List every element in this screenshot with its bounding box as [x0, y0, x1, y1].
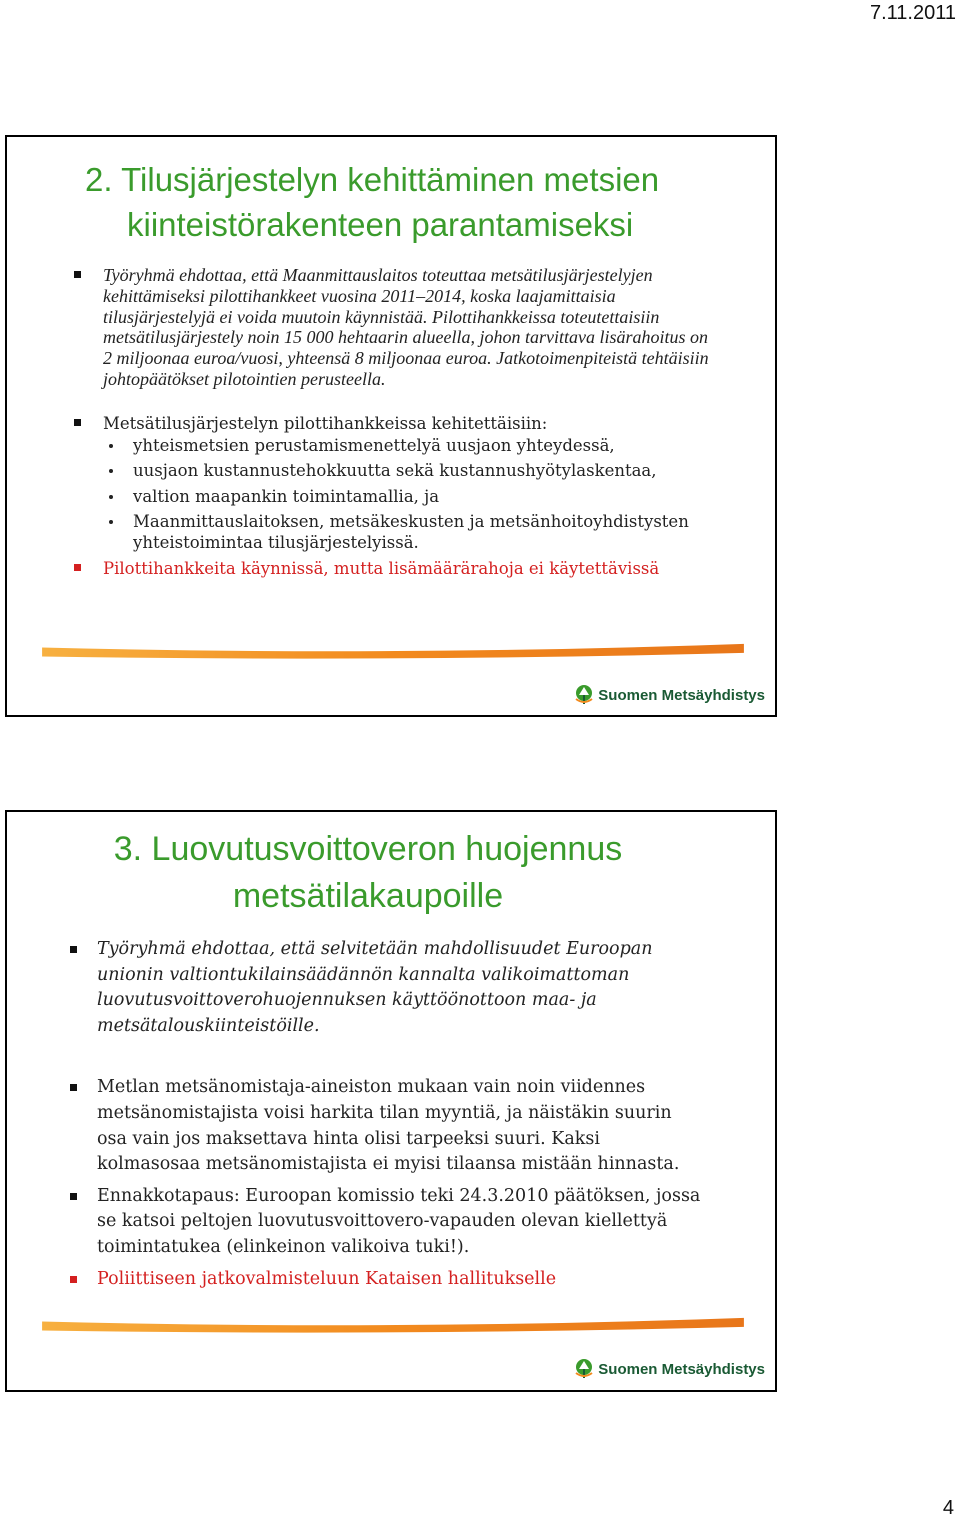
sub-bullet-item [99, 487, 719, 508]
bullet-text: Työryhmä ehdottaa, että Maanmittauslaitos toteuttaa metsätilusjärjestelyjen kehittämiseksi pilottihankkeet vuosina 2011–2014, koska laajamittaisia tilusjärjestelyjä ei voida muutoin käynnistää. Pilottihankkeissa toteutettaisiin metsätilusjärjestely noin 15 000 hehtaarin alueella, johon tarvittava lisärahoitus on 2 miljoonaa euroa/vuosi, yhteensä 8 miljoonaa euroa. Jatkotoimenpiteistä tehtäisiin johtopäätökset pilotointien perusteella. [103, 265, 709, 389]
sub-bullet-text: yhteismetsien perustamismenettelyä uusjaon yhteydessä, [133, 435, 615, 455]
slide-title [7, 826, 777, 920]
bullet-item [7, 413, 775, 554]
dot-bullet-icon [109, 444, 113, 448]
sub-bullet-text: valtion maapankin toimintamallia, ja [133, 486, 440, 506]
bullet-text: Pilottihankkeita käynnissä, mutta lisämäärärahoja ei käytettävissä [103, 559, 660, 579]
slide-tilusjarjestely [5, 135, 777, 717]
tree-logo-icon [574, 1358, 594, 1380]
square-bullet-icon [74, 419, 81, 426]
tree-logo-icon [574, 684, 594, 706]
bullet-item [7, 1075, 775, 1177]
bullet-list [7, 265, 775, 579]
sub-bullet-text: Maanmittauslaitoksen, metsäkeskusten ja metsänhoitoyhdistysten yhteistoimintaa tilusjärjestelyissä. [133, 512, 689, 552]
bullet-text: Metsätilusjärjestelyn pilottihankkeissa kehitettäisiin: [103, 413, 548, 433]
slide-title-line2: kiinteistörakenteen parantamiseksi [127, 206, 634, 243]
sub-bullet-item [99, 512, 719, 553]
bullet-item-highlight [7, 1267, 775, 1293]
orange-swoosh-bar [7, 642, 777, 662]
sub-bullet-list [103, 436, 719, 554]
sub-bullet-text: uusjaon kustannustehokkuutta sekä kustannushyötylaskentaa, [133, 461, 657, 481]
bullet-item [7, 937, 775, 1039]
page-date: 7.11.2011 [869, 2, 956, 24]
orange-swoosh-bar [7, 1316, 777, 1336]
sub-bullet-item [99, 436, 719, 457]
square-bullet-icon [70, 1276, 77, 1283]
slide-title-line1: 2. Tilusjärjestelyn kehittäminen metsien [85, 161, 660, 198]
sub-bullet-item [99, 461, 719, 482]
logo [574, 684, 765, 706]
bullet-text: Ennakkotapaus: Euroopan komissio teki 24.3.2010 päätöksen, jossa se katsoi peltojen luovutusvoittovero-vapauden olevan kiellettyä toimintatukea (elinkeinon valikoiva tuki!). [97, 1185, 701, 1257]
bullet-item [7, 1184, 775, 1261]
logo-text: Suomen Metsäyhdistys [598, 686, 765, 704]
square-bullet-icon [70, 1084, 77, 1091]
dot-bullet-icon [109, 520, 113, 524]
square-bullet-icon [74, 271, 81, 278]
bullet-text: Metlan metsänomistaja-aineiston mukaan vain noin viidennes metsänomistajista voisi harkita tilan myyntiä, ja näistäkin suurin osa vain jos maksettava hinta olisi tarpeeksi suuri. Kaksi kolmasosaa metsänomistajista ei myisi tilaansa mistään hinnasta. [97, 1077, 680, 1175]
square-bullet-icon [70, 946, 77, 953]
slide-title-line1: 3. Luovutusvoittoveron huojennus [113, 830, 623, 868]
slide-title [85, 157, 659, 247]
logo-text: Suomen Metsäyhdistys [598, 1360, 765, 1378]
bullet-item-highlight [7, 558, 775, 579]
bullet-list [7, 937, 775, 1292]
dot-bullet-icon [109, 469, 113, 473]
slide-title-line2: metsätilakaupoille [232, 877, 504, 915]
bullet-text: Työryhmä ehdottaa, että selvitetään mahdollisuudet Euroopan unionin valtiontukilainsäädännön kannalta valikoimattoman luovutusvoittoverohuojennuksen käyttöönottoon maa- ja metsätalouskiinteistöille. [97, 939, 653, 1036]
square-bullet-icon [74, 564, 81, 571]
slide-luovutusvoittovero [5, 810, 777, 1392]
logo [574, 1358, 765, 1380]
dot-bullet-icon [109, 495, 113, 499]
bullet-text: Poliittiseen jatkovalmisteluun Kataisen hallitukselle [97, 1268, 557, 1289]
square-bullet-icon [70, 1193, 77, 1200]
bullet-item [7, 265, 775, 390]
page-number: 4 [942, 1497, 954, 1519]
